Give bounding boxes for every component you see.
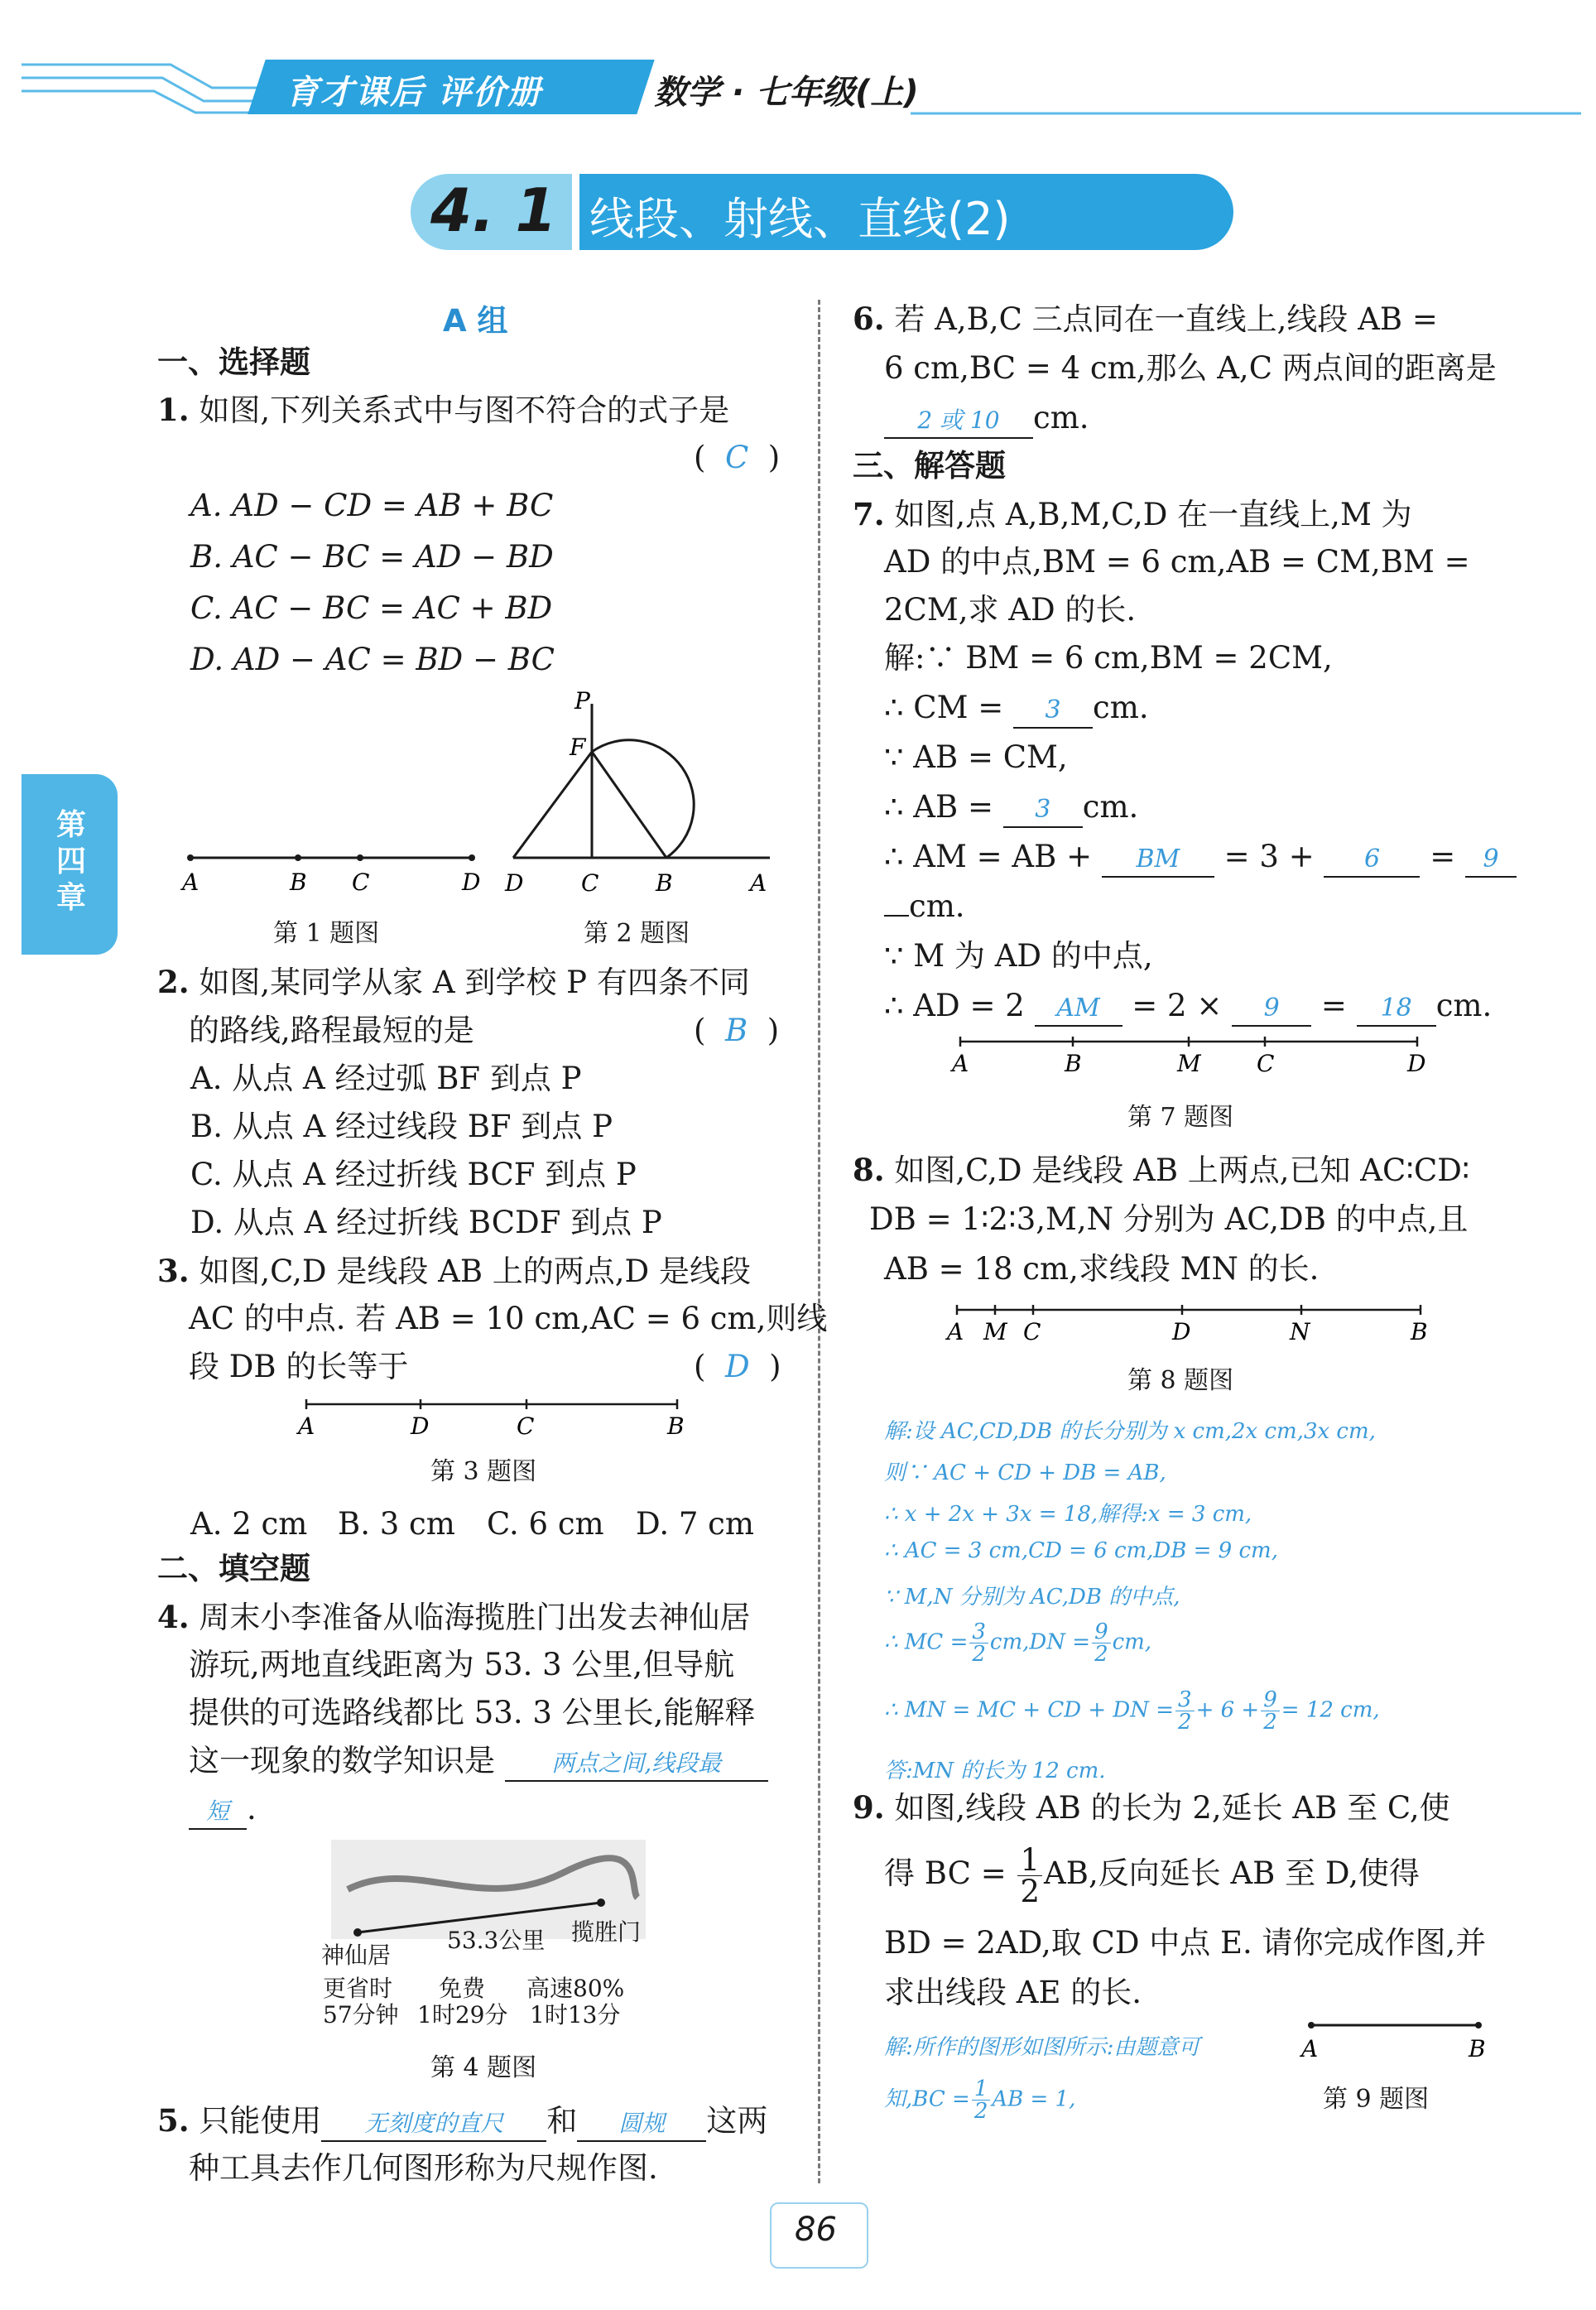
q9-figure [1291, 2014, 1507, 2063]
q7-line1: 7. 如图,点 A,B,M,C,D 在一直线上,M 为 [853, 496, 1412, 532]
q1-option-b: B. AC − BC = AD − BD [190, 539, 554, 575]
q7-label-m: M [1177, 1050, 1201, 1077]
q1-option-d: D. AD − AC = BD − BC [190, 642, 555, 677]
q8-line1: 8. 如图,C,D 是线段 AB 上两点,已知 AC∶CD∶ [853, 1152, 1470, 1188]
header-subject: 数学 · 七年级(上) [654, 74, 919, 112]
q2-option-b: B. 从点 A 经过线段 BF 到点 P [190, 1109, 613, 1144]
q8-label-a: A [947, 1318, 964, 1345]
q6-line3: 2 或 10 cm. [884, 399, 1089, 439]
q4-caption: 第 4 题图 [430, 2053, 537, 2082]
q9-sol-1: 解:所作的图形如图所示:由题意可 [884, 2035, 1200, 2060]
q4-map-time1: 57分钟 [323, 2001, 399, 2028]
q2-option-c: C. 从点 A 经过折线 BCF 到点 P [190, 1157, 637, 1192]
q9-line1: 9. 如图,线段 AB 的长为 2,延长 AB 至 C,使 [853, 1789, 1450, 1826]
column-divider [818, 300, 820, 2183]
q7-line3: 2CM,求 AD 的长. [884, 592, 1137, 628]
chapter-side-tab-label: 第四章 [56, 808, 87, 915]
q2-stem-line2: 的路线,路程最短的是 [189, 1013, 474, 1048]
q8-label-n: N [1290, 1318, 1310, 1345]
q3-label-c: C [517, 1412, 535, 1440]
header-title: 育才课后 评价册 [286, 74, 542, 112]
q4-map-distance: 53.3公里 [447, 1927, 546, 1954]
q8-figure [940, 1298, 1437, 1348]
q4-line5: 短 . [189, 1790, 257, 1830]
q9-sol-2: 知,BC = $\frac{1}{2}$ AB = 1, [884, 2077, 1076, 2124]
header-decor-lines [22, 58, 270, 116]
q3-option-b: B. 3 cm [338, 1506, 455, 1542]
q2-label-p: P [574, 687, 590, 715]
q9-line4: 求出线段 AE 的长. [884, 1975, 1142, 2010]
q7-sol-6: ∵ M 为 AD 的中点, [884, 938, 1153, 974]
q8-sol-3: ∴ x + 2x + 3x = 18,解得:x = 3 cm, [884, 1502, 1252, 1527]
q3-option-c: C. 6 cm [487, 1506, 604, 1542]
q4-line3: 提供的可选路线都比 53. 3 公里长,能解释 [189, 1695, 756, 1730]
q8-sol-7: ∴ MN = MC + CD + DN = $\frac{3}{2}$ + 6 + $\frac{9}{2}$ = 12 cm, [884, 1687, 1380, 1735]
q4-map-to: 揽胜门 [571, 1918, 642, 1946]
q7-sol-5: ∴ AM = AB + BM = 3 + 6 = 9 [884, 838, 1517, 878]
q9-label-a: A [1301, 2035, 1319, 2062]
q8-sol-1: 解:设 AC,CD,DB 的长分别为 x cm,2x cm,3x cm, [884, 1419, 1376, 1444]
q4-map-opt2: 免费 [439, 1975, 486, 2002]
q2-option-a: A. 从点 A 经过弧 BF 到点 P [190, 1061, 582, 1096]
q2-label-a: A [750, 869, 767, 897]
q3-answer: ( D ) [694, 1349, 781, 1384]
part-heading-fill: 二、填空题 [157, 1551, 310, 1586]
page-number: 86 [795, 2211, 837, 2249]
q8-caption: 第 8 题图 [1127, 1366, 1234, 1395]
q3-option-d: D. 7 cm [636, 1506, 754, 1542]
q8-line2: DB = 1∶2∶3,M,N 分别为 AC,DB 的中点,且 [869, 1201, 1469, 1237]
q6-line2: 6 cm,BC = 4 cm,那么 A,C 两点间的距离是 [884, 350, 1497, 386]
q7-sol-4: ∴ AB = 3 cm. [884, 788, 1138, 828]
q8-sol-6: ∴ MC = $\frac{3}{2}$ cm,DN = $\frac{9}{2}$ cm, [884, 1619, 1152, 1667]
q7-label-b: B [1065, 1050, 1082, 1077]
q1-label-b: B [290, 869, 307, 894]
q7-sol-2: ∴ CM = 3 cm. [884, 689, 1149, 729]
q2-caption: 第 2 题图 [584, 919, 690, 948]
q7-label-a: A [952, 1050, 969, 1077]
q9-label-b: B [1469, 2035, 1486, 2062]
q7-label-d: D [1407, 1050, 1426, 1077]
q3-stem-line2: AC 的中点. 若 AB = 10 cm,AC = 6 cm,则线 [189, 1301, 828, 1336]
q7-figure [944, 1030, 1440, 1080]
header-rule [911, 111, 1581, 116]
section-number: 4. 1 [430, 176, 557, 245]
q8-label-b: B [1411, 1318, 1428, 1345]
q2-figure [497, 679, 778, 902]
q7-sol-5-unit: cm. [884, 888, 965, 926]
q6-line1: 6. 若 A,B,C 三点同在一直线上,线段 AB = [853, 301, 1438, 337]
q1-label-a: A [182, 869, 200, 894]
q9-line2: 得 BC = $\frac{1}{2}$ AB,反向延长 AB 至 D,使得 [884, 1842, 1421, 1909]
q4-line2: 游玩,两地直线距离为 53. 3 公里,但导航 [189, 1647, 735, 1682]
q8-sol-5: ∵ M,N 分别为 AC,DB 的中点, [884, 1585, 1180, 1610]
q1-label-c: C [352, 869, 370, 894]
q3-label-d: D [411, 1412, 430, 1440]
q4-line1: 4. 周末小李准备从临海揽胜门出发去神仙居 [157, 1599, 751, 1635]
q2-answer: ( B ) [694, 1013, 780, 1048]
q8-label-d: D [1172, 1318, 1191, 1345]
q3-option-a: A. 2 cm [190, 1506, 308, 1542]
q1-figure [174, 845, 488, 894]
q4-map-time2: 1时29分 [417, 2001, 508, 2028]
q1-option-a: A. AD − CD = AB + BC [190, 488, 554, 523]
q5-line2: 种工具去作几何图形称为尺规作图. [189, 2150, 658, 2186]
q4-line4: 这一现象的数学知识是 两点之间,线段最 [189, 1742, 768, 1782]
q4-map-opt3: 高速80% [526, 1975, 625, 2002]
q8-label-m: M [983, 1318, 1007, 1345]
part-heading-choice: 一、选择题 [157, 344, 310, 380]
q8-sol-2: 则∵ AC + CD + DB = AB, [884, 1461, 1166, 1485]
q7-sol-3: ∵ AB = CM, [884, 739, 1068, 775]
q1-caption: 第 1 题图 [273, 919, 380, 948]
q8-label-c: C [1023, 1318, 1041, 1345]
q3-label-a: A [298, 1412, 315, 1440]
q3-stem-line1: 3. 如图,C,D 是线段 AB 上的两点,D 是线段 [157, 1253, 751, 1289]
q5-line1: 5. 只能使用 无刻度的直尺 和 圆规 这两 [157, 2101, 767, 2142]
q3-label-b: B [667, 1412, 685, 1440]
q4-map-time3: 1时13分 [530, 2001, 621, 2028]
q1-option-c: C. AC − BC = AC + BD [190, 590, 553, 626]
q9-line3: BD = 2AD,取 CD 中点 E. 请你完成作图,并 [884, 1925, 1487, 1961]
q8-sol-8: 答:MN 的长为 12 cm. [884, 1759, 1106, 1783]
q8-sol-4: ∴ AC = 3 cm,CD = 6 cm,DB = 9 cm, [884, 1538, 1278, 1563]
q2-label-d: D [505, 869, 524, 897]
q2-stem-line1: 2. 如图,某同学从家 A 到学校 P 有四条不同 [157, 964, 750, 1000]
q7-label-c: C [1257, 1050, 1275, 1077]
q7-sol-7: ∴ AD = 2 AM = 2 × 9 = 18 cm. [884, 987, 1492, 1027]
q2-label-c: C [581, 869, 599, 897]
q4-map-from: 神仙居 [321, 1942, 392, 1969]
q3-figure [290, 1391, 687, 1441]
q3-stem-line3: 段 DB 的长等于 [189, 1349, 409, 1384]
part-heading-solve: 三、解答题 [853, 448, 1006, 484]
q1-label-d: D [462, 869, 481, 894]
q9-caption: 第 9 题图 [1323, 2085, 1430, 2114]
q3-caption: 第 3 题图 [430, 1457, 537, 1486]
q4-map-opt1: 更省时 [323, 1975, 393, 2002]
q1-stem: 1. 如图,下列关系式中与图不符合的式子是 [157, 392, 730, 428]
q8-line3: AB = 18 cm,求线段 MN 的长. [884, 1251, 1320, 1287]
q2-label-f: F [570, 734, 586, 761]
q7-line2: AD 的中点,BM = 6 cm,AB = CM,BM = [884, 544, 1470, 580]
q2-label-b: B [656, 869, 673, 897]
q1-answer: ( C ) [694, 440, 781, 475]
q2-option-d: D. 从点 A 经过折线 BCDF 到点 P [190, 1205, 662, 1240]
q7-caption: 第 7 题图 [1127, 1103, 1234, 1132]
section-title: 线段、射线、直线(2) [589, 193, 1011, 245]
q7-sol-1: 解:∵ BM = 6 cm,BM = 2CM, [884, 640, 1333, 676]
group-label: A 组 [443, 303, 508, 339]
